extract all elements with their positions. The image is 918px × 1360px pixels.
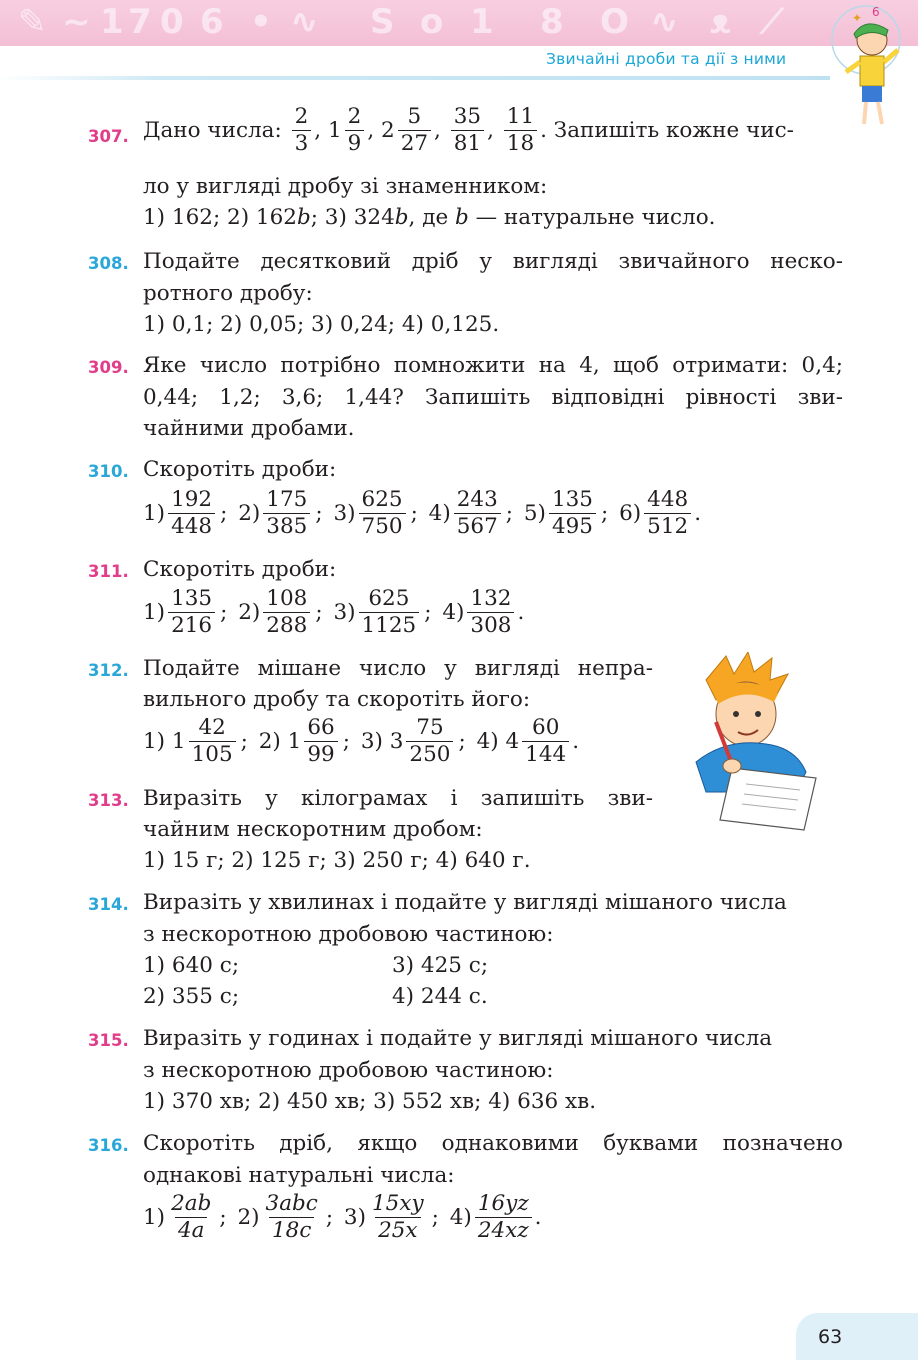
fraction: $\frac{135}{216}$ — [168, 588, 215, 637]
exercise-312-line1: Подайте мішане число у вигляді непра- — [143, 656, 653, 681]
fraction: $\frac{108}{288}$ — [263, 588, 310, 637]
fraction: $\frac{11}{18}$ — [504, 106, 537, 155]
fraction: $\frac{175}{385}$ — [263, 489, 310, 538]
exercise-313-line2: чайним нескоротним дробом: — [143, 817, 483, 842]
fraction: $\frac{42}{105}$ — [189, 717, 236, 766]
corner-digit: 6 — [872, 5, 880, 19]
exercise-314-line1: Виразіть у хвилинах і подайте у вигляді мішаного числа — [143, 890, 787, 915]
exercise-number: 313. — [88, 791, 129, 810]
exercise-number: 312. — [88, 661, 129, 680]
fraction: $\frac{5}{27}$ — [398, 106, 431, 155]
exercise-311-fractions: 1) $\frac{135}{216}$ ; 2) $\frac{108}{288}$ ; 3) $\frac{625}{1125}$ ; 4) $\frac{132}{308}$ . — [143, 586, 525, 638]
fraction: $\frac{66}{99}$ — [304, 717, 337, 766]
exercise-314-item1: 1) 640 с; — [143, 953, 240, 978]
fraction: $\frac{625}{1125}$ — [359, 588, 420, 637]
exercise-314-item2: 2) 355 с; — [143, 984, 240, 1009]
exercise-number: 316. — [88, 1136, 129, 1155]
exercise-316-line2: однакові натуральні числа: — [143, 1163, 455, 1188]
exercise-308-line1: Подайте десятковий дріб у вигляді звичайного неско- — [143, 249, 843, 274]
fraction: $\frac{15xy}{25x}$ — [372, 1191, 424, 1243]
fraction: $\frac{35}{81}$ — [451, 106, 484, 155]
exercise-316-fractions: 1) $\frac{2ab}{4a}$ ; 2) $\frac{\text{3abc}}{18c}$ ; 3) $\frac{15xy}{25x}$ ; 4) $\frac{16yz}{24xz}$ . — [143, 1191, 542, 1243]
corner-kid-illustration — [826, 0, 918, 130]
exercise-number: 314. — [88, 895, 129, 914]
chapter-title: Звичайні дроби та дії з ними — [546, 50, 787, 68]
fraction: $\frac{\text{3abc}}{18c}$ — [265, 1191, 318, 1243]
fraction: $\frac{2}{3}$ — [292, 106, 312, 155]
exercise-314-item3: 3) 425 с; — [392, 953, 489, 978]
fraction: $\frac{2}{9}$ — [345, 106, 365, 155]
page-number-tab — [796, 1313, 918, 1360]
exercise-310-line1: Скоротіть дроби: — [143, 457, 337, 482]
fraction: $\frac{448}{512}$ — [644, 489, 691, 538]
exercise-312-fractions: 1) 1 $\frac{42}{105}$ ; 2) 1 $\frac{66}{99}$ ; 3) 3 $\frac{75}{250}$ ; 4) 4 $\frac{60}{144}$ . — [143, 715, 580, 767]
exercise-number: 308. — [88, 254, 129, 273]
exercise-307-line2: ло у вигляді дробу зі знаменником: — [143, 174, 548, 199]
exercise-number: 310. — [88, 462, 129, 481]
exercise-316-line1: Скоротіть дріб, якщо однаковими буквами позначено — [143, 1131, 843, 1156]
exercise-309-line1: Яке число потрібно помножити на 4, щоб отримати: 0,4; — [143, 353, 843, 378]
exercise-312-line2: вильного дробу та скоротіть його: — [143, 687, 531, 712]
exercise-315-line3: 1) 370 хв; 2) 450 хв; 3) 552 хв; 4) 636 хв. — [143, 1089, 597, 1114]
exercise-308-line2: ротного дробу: — [143, 281, 313, 306]
page-number: 63 — [818, 1326, 843, 1348]
exercise-315-line1: Виразіть у годинах і подайте у вигляді мішаного числа — [143, 1026, 773, 1051]
exercise-307-line3: 1) 162; 2) 162b; 3) 324b, де b — натуральне число. — [143, 205, 716, 230]
fraction: $\frac{135}{495}$ — [549, 489, 596, 538]
exercise-313-line1: Виразіть у кілограмах і запишіть зви- — [143, 786, 653, 811]
fraction: $\frac{625}{750}$ — [359, 489, 406, 538]
exercise-307-line1: Дано числа: $\frac{2}{3}$ , 1 $\frac{2}{9}$ , 2 $\frac{5}{27}$ , $\frac{35}{81}$ , $\frac{11}{18}$ . Запишіть кожне чис- — [143, 104, 794, 156]
fraction: $\frac{60}{144}$ — [522, 717, 569, 766]
fraction: $\frac{243}{567}$ — [454, 489, 501, 538]
svg-text:✦: ✦ — [852, 11, 863, 25]
exercise-309-line2: 0,44; 1,2; 3,6; 1,44? Запишіть відповідні рівності зви- — [143, 385, 843, 410]
boy-writing-illustration — [676, 652, 822, 832]
fraction: $\frac{132}{308}$ — [467, 588, 514, 637]
exercise-314-line2: з нескоротною дробовою частиною: — [143, 922, 554, 947]
exercise-number: 309. — [88, 358, 129, 377]
exercise-315-line2: з нескоротною дробовою частиною: — [143, 1058, 554, 1083]
fraction: $\frac{2ab}{4a}$ — [171, 1191, 212, 1243]
exercise-number: 307. — [88, 127, 129, 146]
fraction: $\frac{192}{448}$ — [168, 489, 215, 538]
exercise-310-fractions: 1) $\frac{192}{448}$ ; 2) $\frac{175}{385}$ ; 3) $\frac{625}{750}$ ; 4) $\frac{243}{567}$ ; 5) $\frac{135}{495}$ ; 6) $\frac{448}{512}$ . — [143, 487, 702, 539]
exercise-309-line3: чайними дробами. — [143, 416, 355, 441]
exercise-314-item4: 4) 244 с. — [392, 984, 488, 1009]
header-band: ✎ ~ 1 7 0 6 • ∿ S o 1 8 O ∿ ᴥ ⟋ — [0, 0, 918, 46]
header-rule — [0, 76, 830, 80]
fraction: $\frac{75}{250}$ — [406, 717, 453, 766]
exercise-number: 311. — [88, 562, 129, 581]
fraction: $\frac{16yz}{24xz}$ — [475, 1193, 532, 1242]
exercise-number: 315. — [88, 1031, 129, 1050]
exercise-308-line3: 1) 0,1; 2) 0,05; 3) 0,24; 4) 0,125. — [143, 312, 500, 337]
exercise-311-line1: Скоротіть дроби: — [143, 557, 337, 582]
exercise-313-line3: 1) 15 г; 2) 125 г; 3) 250 г; 4) 640 г. — [143, 848, 531, 873]
